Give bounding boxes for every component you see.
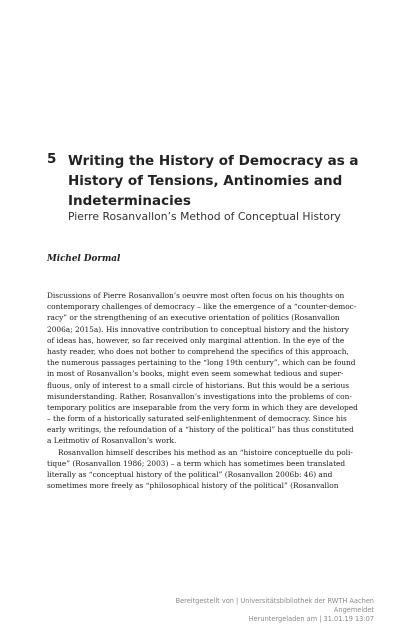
body-text [47, 290, 377, 491]
body-line: the numerous passages pertaining to the “long 19th century”, which can be found [47, 358, 356, 368]
footer-provider: Bereitgestellt von | Universitätsbibliothek der RWTH Aachen [175, 597, 374, 605]
body-line: 2006a; 2015a). His innovative contribution to conceptual history and the history [47, 324, 349, 334]
body-line: misunderstanding. Rather, Rosanvallon’s investigations into the problems of con- [47, 391, 352, 401]
author-name: Michel Dormal [47, 254, 121, 264]
body-line: literally as “conceptual history of the political” (Rosanvallon 2006b: 46) and [47, 470, 333, 479]
body-line: Discussions of Pierre Rosanvallon’s oeuvre most often focus on his thoughts on [47, 291, 345, 300]
chapter-title: Writing the History of Democracy as a History of Tensions, Antinomies and Indeterminacies [68, 153, 359, 209]
body-line: fluous, only of interest to a small circle of historians. But this would be a serious [47, 380, 350, 390]
body-line: Rosanvallon himself describes his method as an “histoire conceptuelle du poli- [58, 447, 353, 457]
body-line: in most of Rosanvallon’s books, might even seem somewhat tedious and super- [47, 369, 344, 379]
chapter-number: 5 [47, 151, 57, 167]
footer-status: Angemeldet [333, 606, 374, 614]
chapter-subtitle: Pierre Rosanvallon’s Method of Conceptual History [68, 210, 341, 223]
footer-download-date: Heruntergeladen am | 31.01.19 13:07 [248, 615, 374, 623]
body-line: contemporary challenges of democracy – like the emergence of a “counter-democ- [47, 302, 357, 312]
body-line: racy” or the strengthening of an executive orientation of politics (Rosanvallon [47, 313, 340, 323]
body-line: tique” (Rosanvallon 1986; 2003) – a term which has sometimes been translated [47, 458, 346, 468]
body-line: – the form of a historically saturated self-enlightenment of democracy. Since his [47, 414, 347, 424]
body-line: sometimes more freely as “philosophical history of the political” (Rosanvallon [47, 481, 339, 491]
download-footer [176, 597, 374, 624]
body-line: hasty reader, who does not bother to comprehend the specifics of this approach, [47, 346, 349, 356]
body-line: temporary politics are inseparable from the very form in which they are developed [47, 402, 358, 412]
body-line: early writings, the refoundation of a “history of the political” has thus constituted [47, 425, 354, 435]
body-line: of ideas has, however, so far received only marginal attention. In the eye of the [47, 335, 345, 345]
body-line: a Leitmotiv of Rosanvallon’s work. [47, 436, 177, 446]
